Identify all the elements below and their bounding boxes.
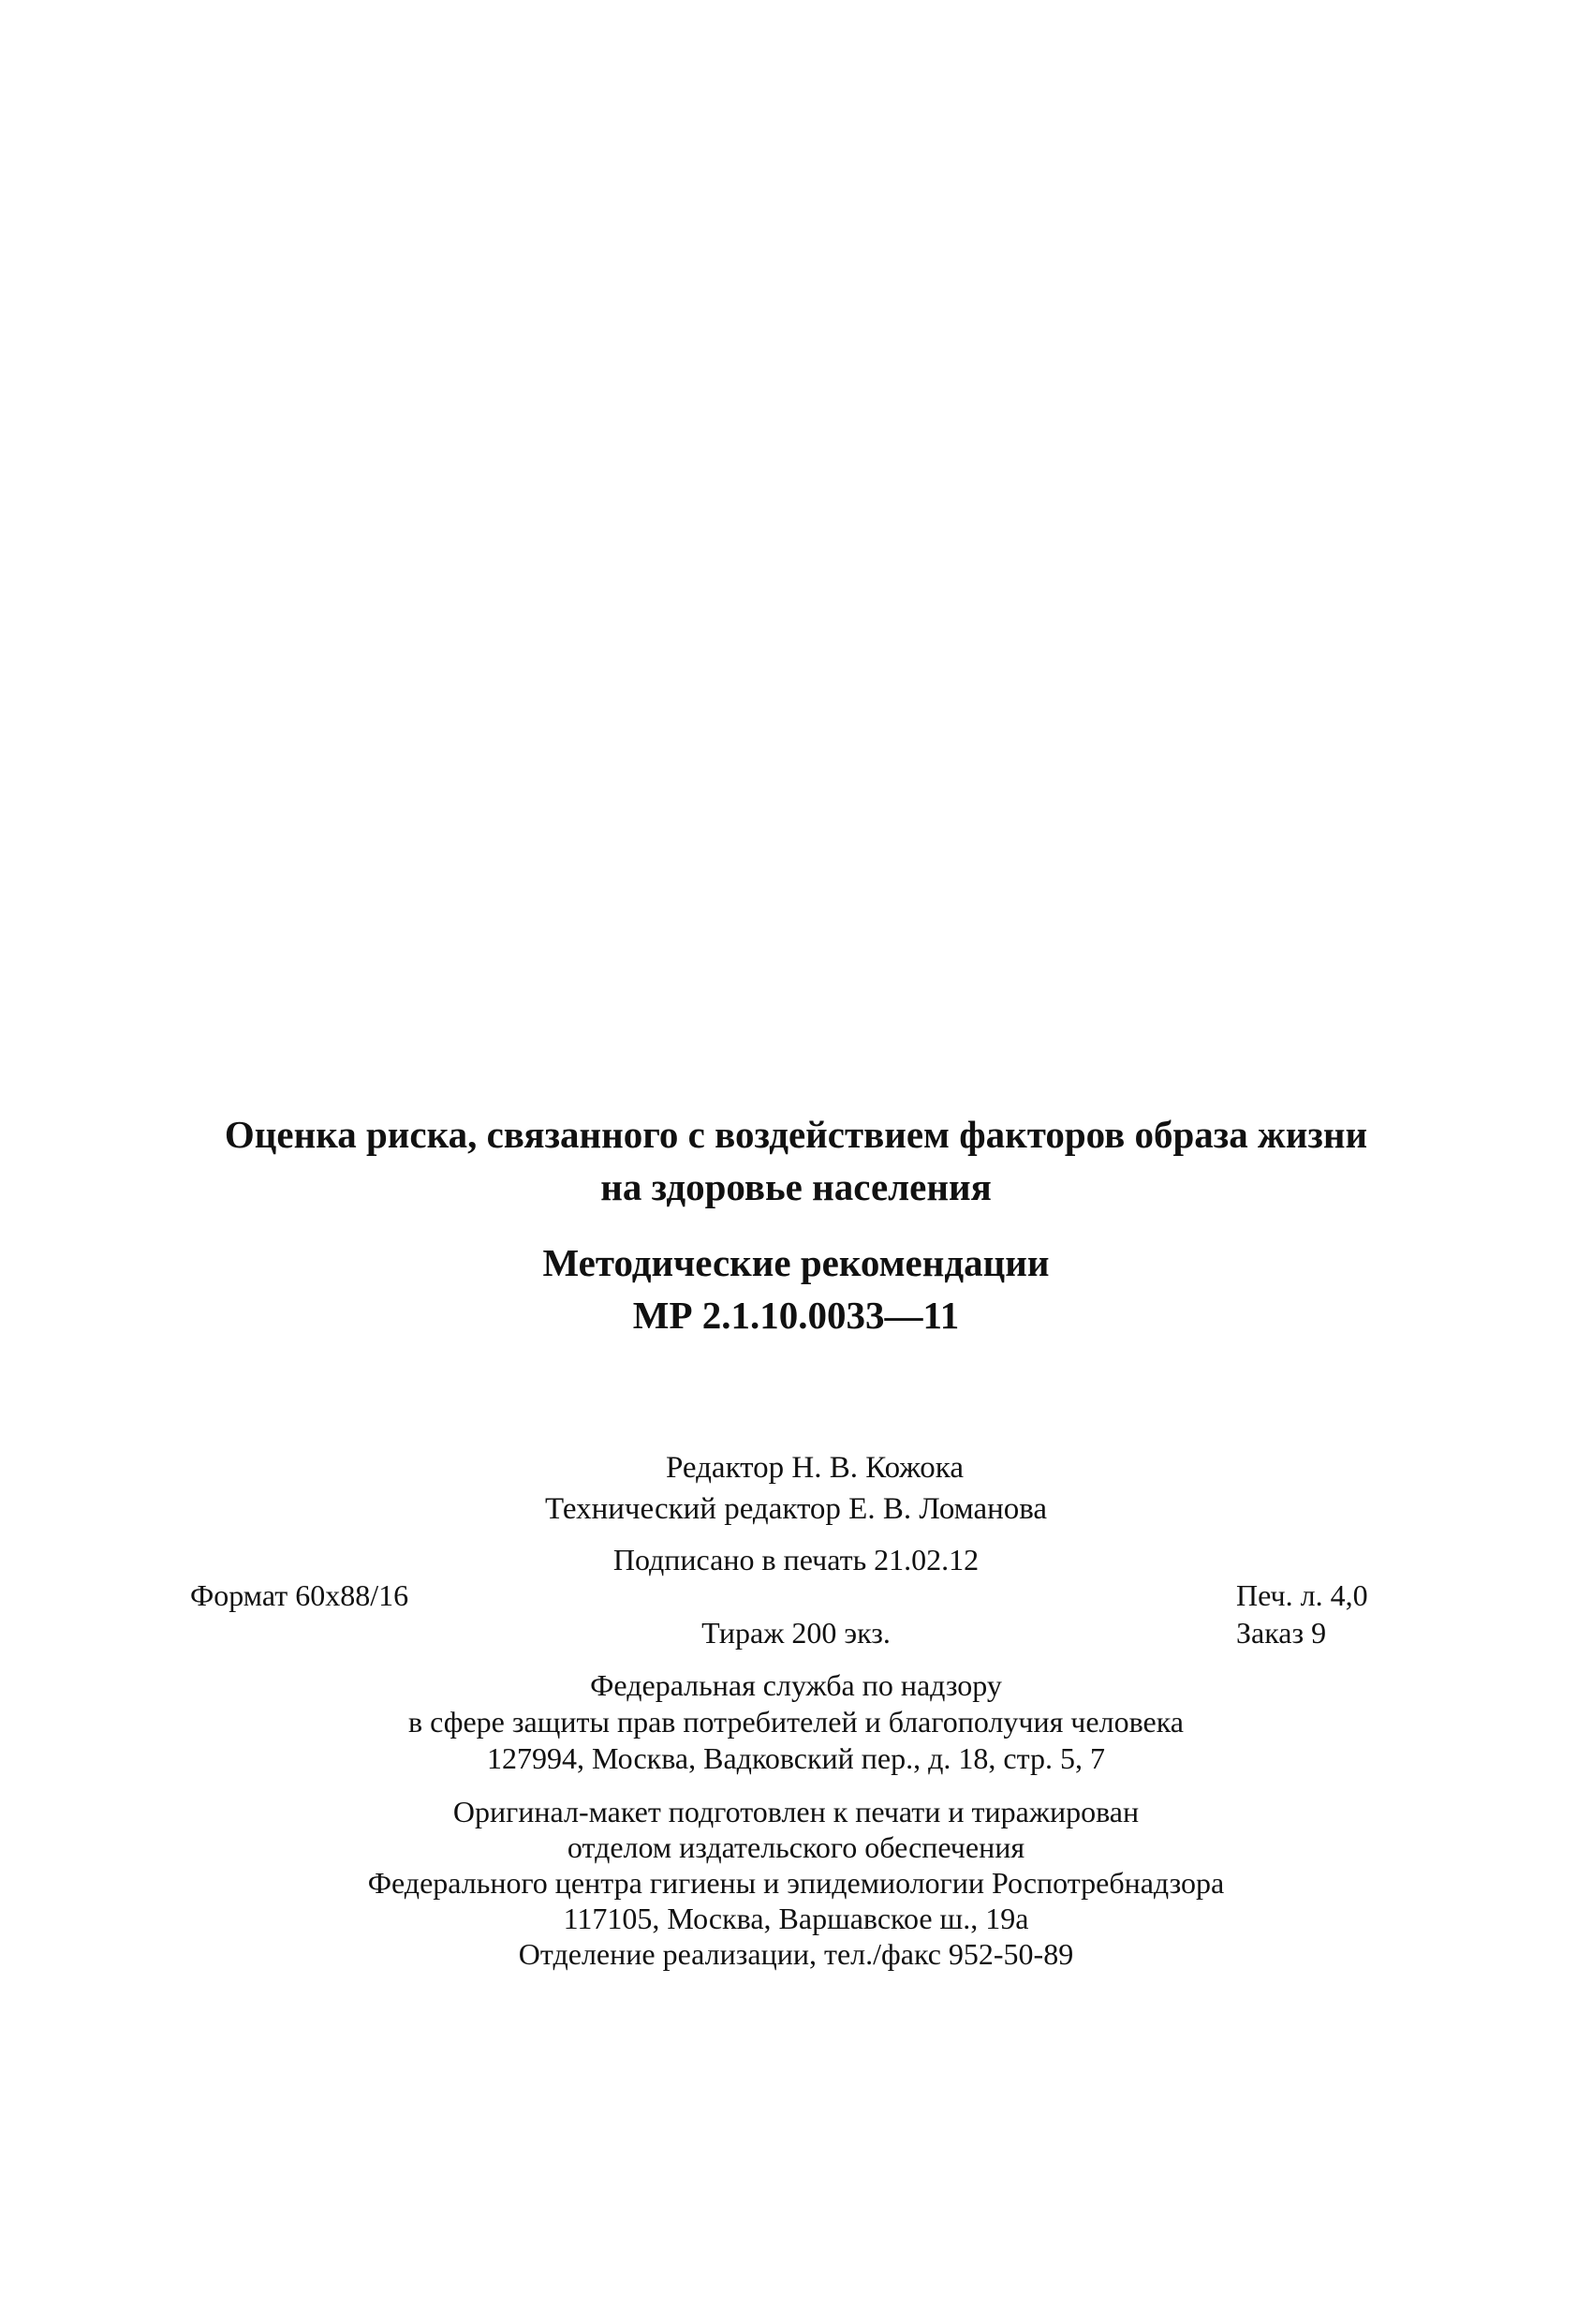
document-code: МР 2.1.10.0033—11 <box>632 1294 960 1337</box>
print-run: Тираж 200 экз. <box>701 1616 891 1650</box>
title-line-2: на здоровье населения <box>600 1165 992 1208</box>
production-line-3: Федерального центра гигиены и эпидемиологии Роспотребнадзора <box>367 1866 1225 1900</box>
title-line-1: Оценка риска, связанного с воздействием факторов образа жизни <box>224 1113 1368 1156</box>
document-type: Методические рекомендации <box>542 1241 1050 1284</box>
document-title <box>0 1108 1592 1213</box>
publisher-line-1: Федеральная служба по надзору <box>590 1668 1002 1702</box>
tech-editor-name: Технический редактор Е. В. Ломанова <box>544 1492 1048 1526</box>
editors-block <box>0 1447 1592 1530</box>
signed-date: Подписано в печать 21.02.12 <box>612 1543 980 1576</box>
order-number: Заказ 9 <box>1236 1616 1327 1650</box>
publisher-address: 127994, Москва, Вадковский пер., д. 18, стр. 5, 7 <box>487 1741 1105 1775</box>
production-address: 117105, Москва, Варшавское ш., 19а <box>563 1902 1029 1935</box>
publisher-block <box>0 1667 1592 1777</box>
publisher-line-2: в сфере защиты прав потребителей и благополучия человека <box>408 1705 1184 1739</box>
document-subtitle <box>0 1236 1592 1341</box>
production-line-1: Оригинал-макет подготовлен к печати и тиражирован <box>452 1795 1140 1828</box>
editor-name: Редактор Н. В. Кожока <box>666 1451 964 1485</box>
printed-sheets: Печ. л. 4,0 <box>1236 1578 1368 1612</box>
paper-format: Формат 60x88/16 <box>190 1578 409 1612</box>
production-block <box>0 1794 1592 1972</box>
production-line-2: отделом издательского обеспечения <box>567 1830 1025 1864</box>
sales-contact: Отделение реализации, тел./факс 952-50-89 <box>518 1937 1074 1971</box>
